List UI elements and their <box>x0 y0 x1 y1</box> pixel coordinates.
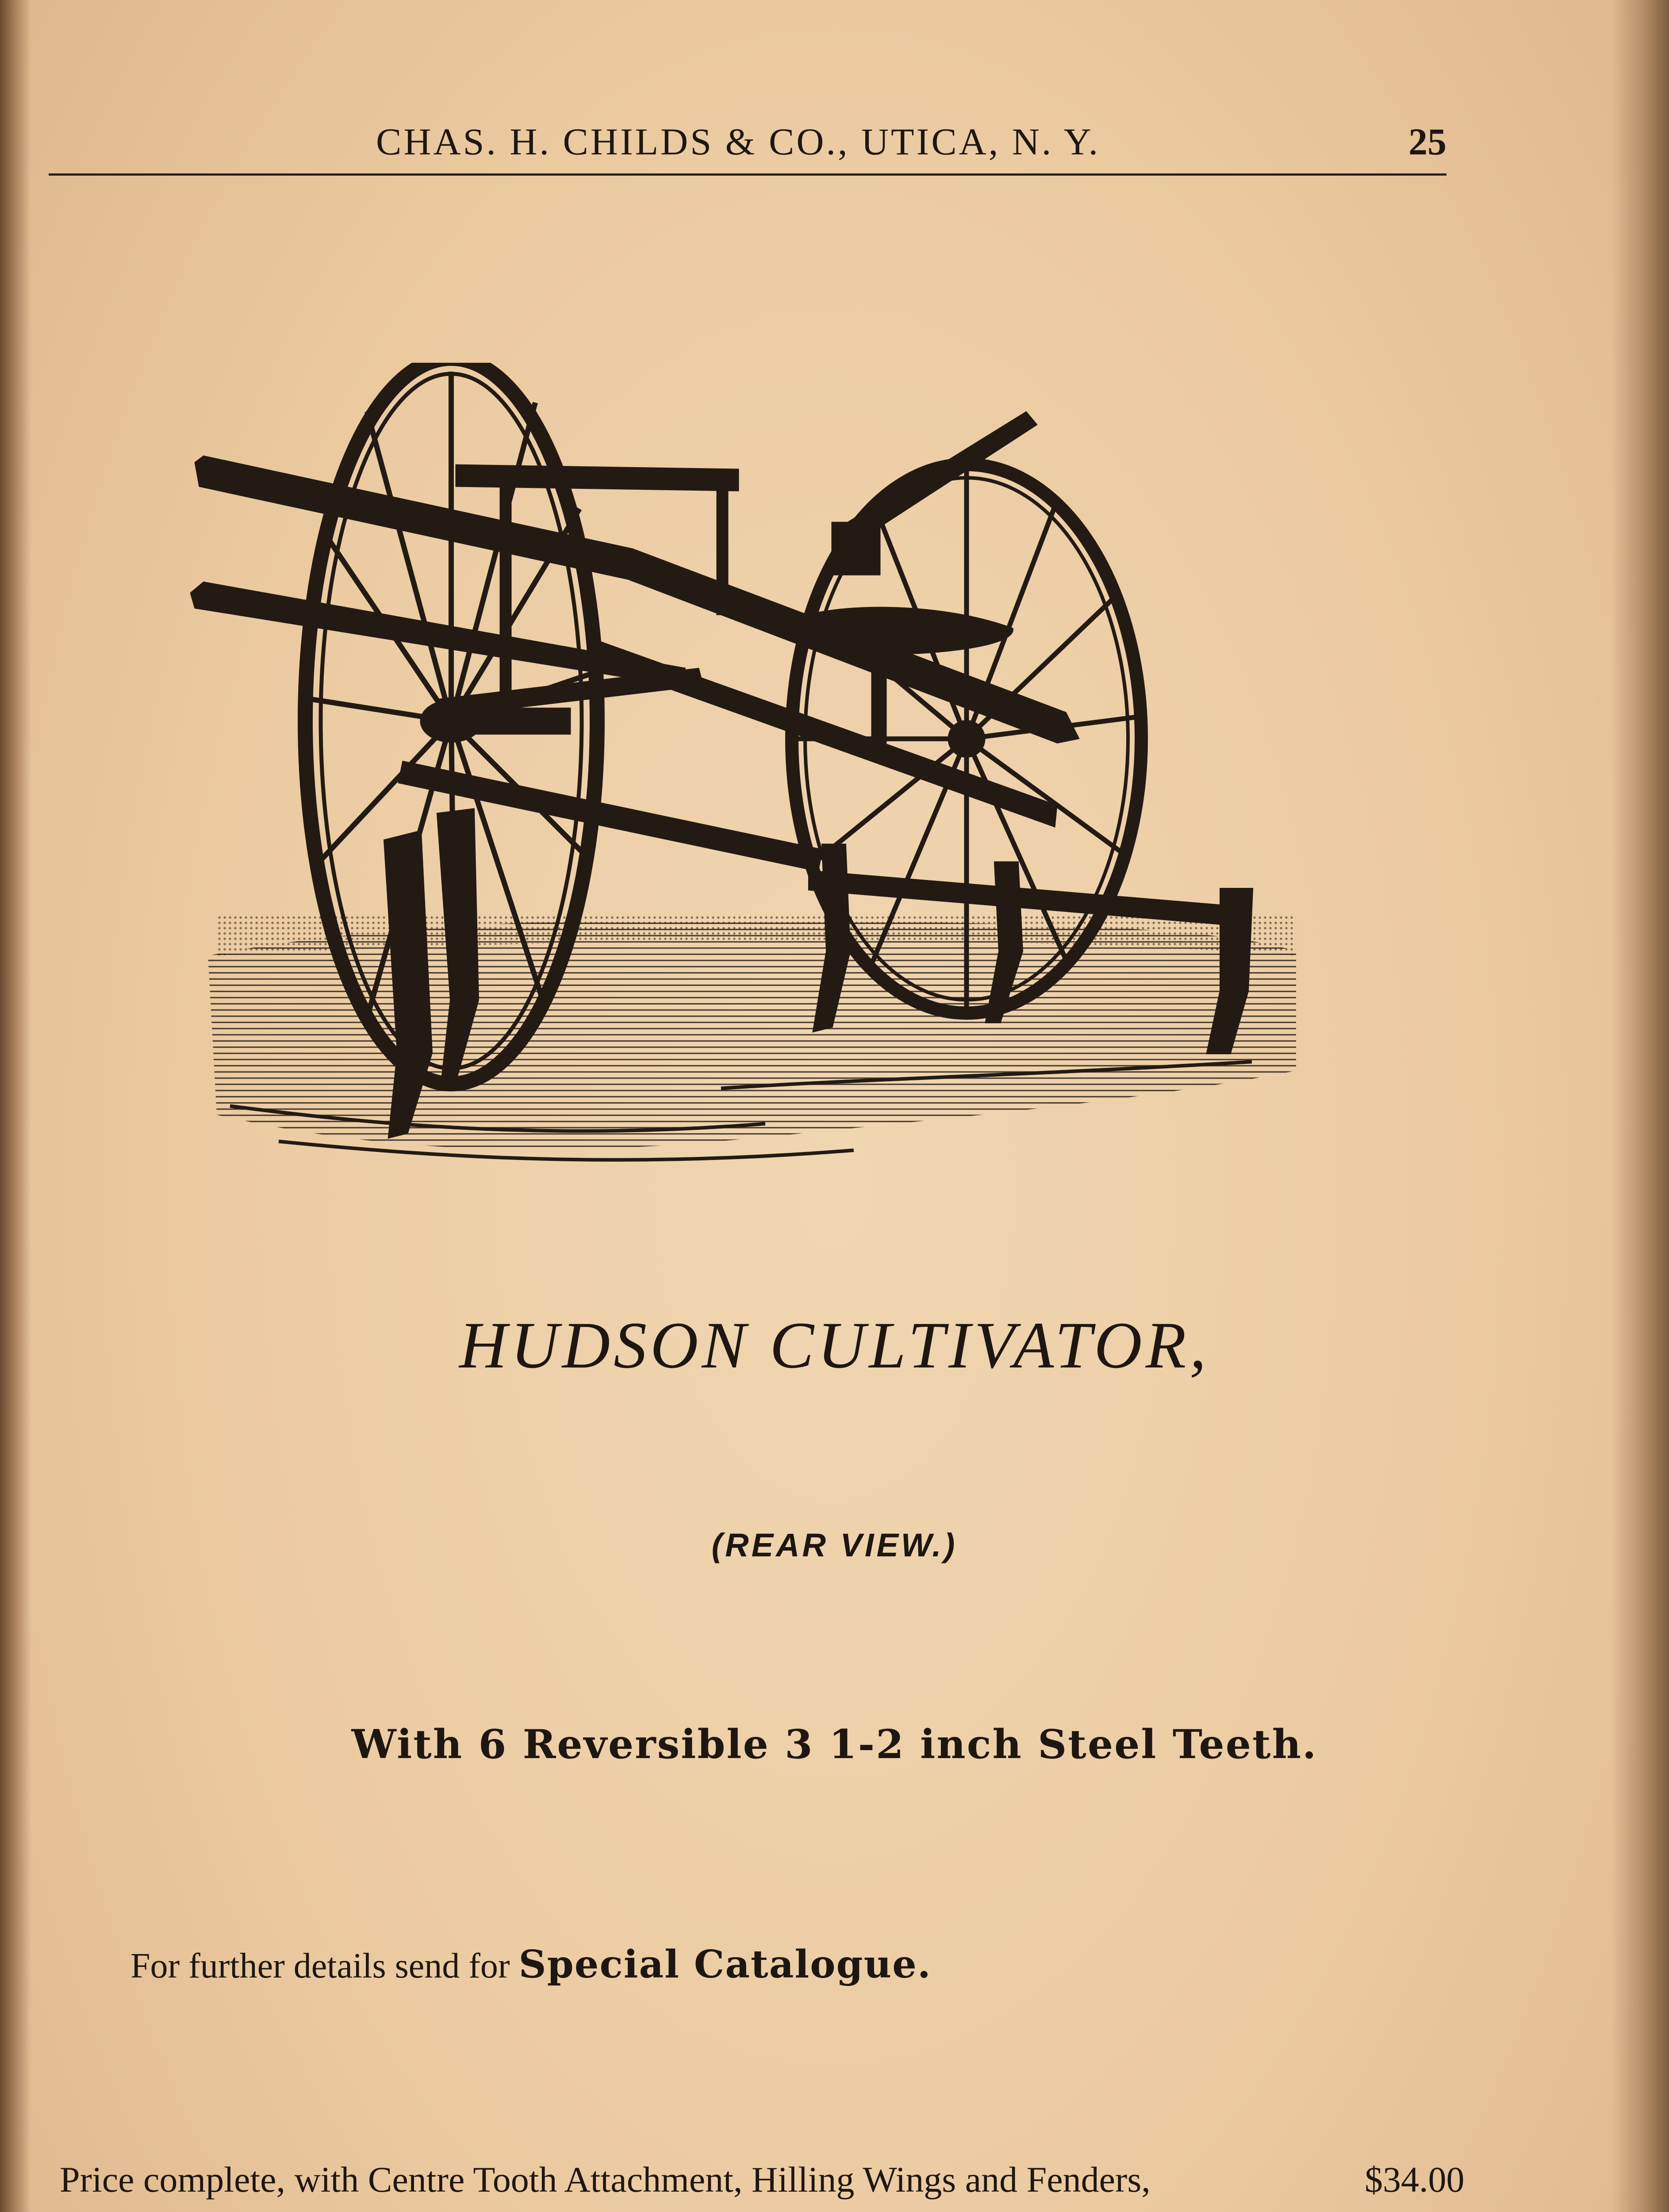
page-header <box>49 102 1446 173</box>
further-details-line <box>130 1942 932 1987</box>
running-head: CHAS. H. CHILDS & CO., UTICA, N. Y. <box>376 120 1101 163</box>
product-title: HUDSON CULTIVATOR, <box>459 1309 1210 1382</box>
hudson-cultivator-engraving-icon <box>190 363 1314 1239</box>
special-catalogue-text: Special Catalogue. <box>518 1942 932 1987</box>
header-rule <box>49 173 1446 176</box>
price-line <box>60 2159 1475 2208</box>
price-value: $34.00 <box>1365 2159 1465 2200</box>
product-spec: With 6 Reversible 3 1-2 inch Steel Teeth. <box>351 1721 1318 1768</box>
page-number: 25 <box>1408 120 1446 163</box>
binding-shadow <box>0 0 31 2212</box>
view-caption: (REAR VIEW.) <box>711 1527 958 1563</box>
price-description: Price complete, with Centre Tooth Attachment, Hilling Wings and Fenders, <box>60 2159 1151 2200</box>
further-details-text: For further details send for <box>130 1947 519 1985</box>
page-edge-shadow <box>1611 0 1669 2212</box>
